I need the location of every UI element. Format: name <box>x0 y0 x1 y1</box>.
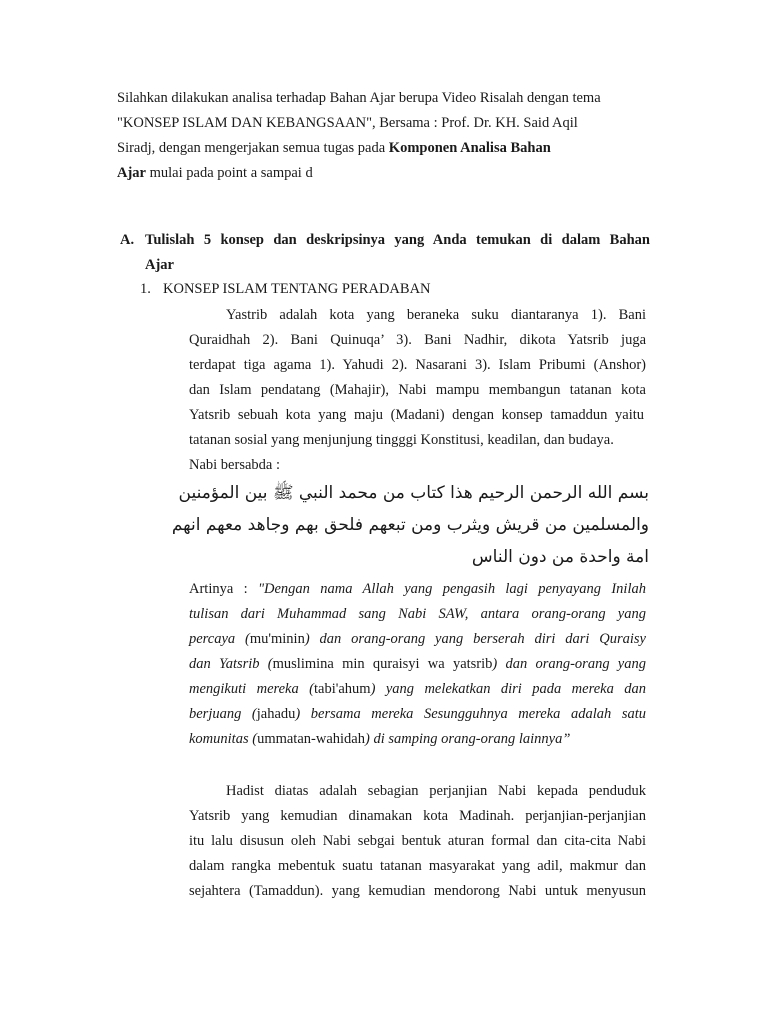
artinya-line-1 <box>189 580 646 598</box>
arabic-line-1: بسم الله الرحمن الرحيم هذا كتاب من محمد النبي ﷺ بين المؤمنين <box>178 483 649 503</box>
para1-line-1: Yastrib adalah kota yang beraneka suku diantaranya 1). Bani <box>226 307 646 323</box>
arabic-line-3: امة واحدة من دون الناس <box>471 547 649 567</box>
item-1-number: 1. <box>140 281 151 297</box>
para2-line-1: Hadist diatas adalah sebagian perjanjian Nabi kepada penduduk <box>226 783 646 799</box>
para1-line-6: tatanan sosial yang menjunjung tingggi Konstitusi, keadilan, dan budaya. <box>189 432 614 448</box>
artinya-l4-c: ) dan orang-orang yang <box>492 656 646 672</box>
artinya-l4-b: muslimina min quraisyi wa yatsrib <box>272 656 493 672</box>
artinya-l6-c: ) bersama mereka Sesungguhnya mereka adalah satu <box>295 706 646 722</box>
intro-line-2: "KONSEP ISLAM DAN KEBANGSAAN", Bersama : Prof. Dr. KH. Said Aqil <box>117 115 578 131</box>
para2-line-5: sejahtera (Tamaddun). yang kemudian mendorong Nabi untuk menyusun <box>189 883 646 899</box>
intro-line-3-text: Siradj, dengan mengerjakan semua tugas pada <box>117 140 389 156</box>
artinya-l4-a: dan Yatsrib ( <box>189 656 273 672</box>
intro-line-3 <box>117 139 551 157</box>
artinya-l7-a: komunitas ( <box>189 731 258 747</box>
para1-line-5: Yatsrib sebuah kota yang maju (Madani) dengan konsep tamaddun yaitu <box>189 407 644 423</box>
intro-line-4 <box>117 164 313 182</box>
para2-line-2: Yatsrib yang kemudian dinamakan kota Madinah. perjanjian-perjanjian <box>189 808 646 824</box>
artinya-label: Artinya : <box>189 581 258 597</box>
artinya-line-4 <box>189 655 646 673</box>
section-a-heading-line-2: Ajar <box>145 257 174 273</box>
intro-line-4-text: mulai pada point a sampai d <box>146 165 313 181</box>
artinya-l3-b: mu'minin <box>249 631 305 647</box>
artinya-line-7 <box>189 730 570 748</box>
para1-line-7: Nabi bersabda : <box>189 457 280 473</box>
para2-line-4: dalam rangka mebentuk suatu tatanan masyarakat yang adil, makmur dan <box>189 858 646 874</box>
section-a-heading-line-1: Tulislah 5 konsep dan deskripsinya yang Anda temukan di dalam Bahan <box>145 232 650 248</box>
intro-bold-ajar: Ajar <box>117 165 146 181</box>
para1-line-4: dan Islam pendatang (Mahajir), Nabi mampu membangun tatanan kota <box>189 382 646 398</box>
artinya-line-6 <box>189 705 646 723</box>
item-1-title: KONSEP ISLAM TENTANG PERADABAN <box>163 281 431 297</box>
artinya-l5-b: tabi'ahum <box>314 681 371 697</box>
intro-bold-phrase: Komponen Analisa Bahan <box>388 140 551 156</box>
artinya-l3-c: ) dan orang-orang yang berserah diri dari Quraisy <box>304 631 646 647</box>
para2-line-3: itu lalu disusun oleh Nabi sebgai bentuk aturan formal dan cita-cita Nabi <box>189 833 646 849</box>
artinya-l5-a: mengikuti mereka ( <box>189 681 314 697</box>
artinya-text-1: "Dengan nama Allah yang pengasih lagi penyayang Inilah <box>257 581 646 597</box>
intro-line-1: Silahkan dilakukan analisa terhadap Bahan Ajar berupa Video Risalah dengan tema <box>117 90 601 106</box>
artinya-line-2: tulisan dari Muhammad sang Nabi SAW, antara orang-orang yang <box>189 606 646 622</box>
artinya-l3-a: percaya ( <box>189 631 250 647</box>
artinya-line-5 <box>189 680 646 698</box>
artinya-line-3 <box>189 630 646 648</box>
artinya-l6-a: berjuang ( <box>189 706 257 722</box>
artinya-l7-b: ummatan-wahidah <box>257 731 365 747</box>
artinya-l6-b: jahadu <box>256 706 296 722</box>
artinya-l7-c: ) di samping orang-orang lainnya” <box>364 731 571 747</box>
para1-line-3: terdapat tiga agama 1). Yahudi 2). Nasarani 3). Islam Pribumi (Anshor) <box>189 357 646 373</box>
arabic-line-2: والمسلمين من قريش ويثرب ومن تبعهم فلحق بهم وجاهد معهم انهم <box>171 515 649 535</box>
artinya-l5-c: ) yang melekatkan diri pada mereka dan <box>370 681 646 697</box>
section-a-marker: A. <box>120 232 135 248</box>
para1-line-2: Quraidhah 2). Bani Quinuqa’ 3). Bani Nadhir, dikota Yatsrib juga <box>189 332 646 348</box>
